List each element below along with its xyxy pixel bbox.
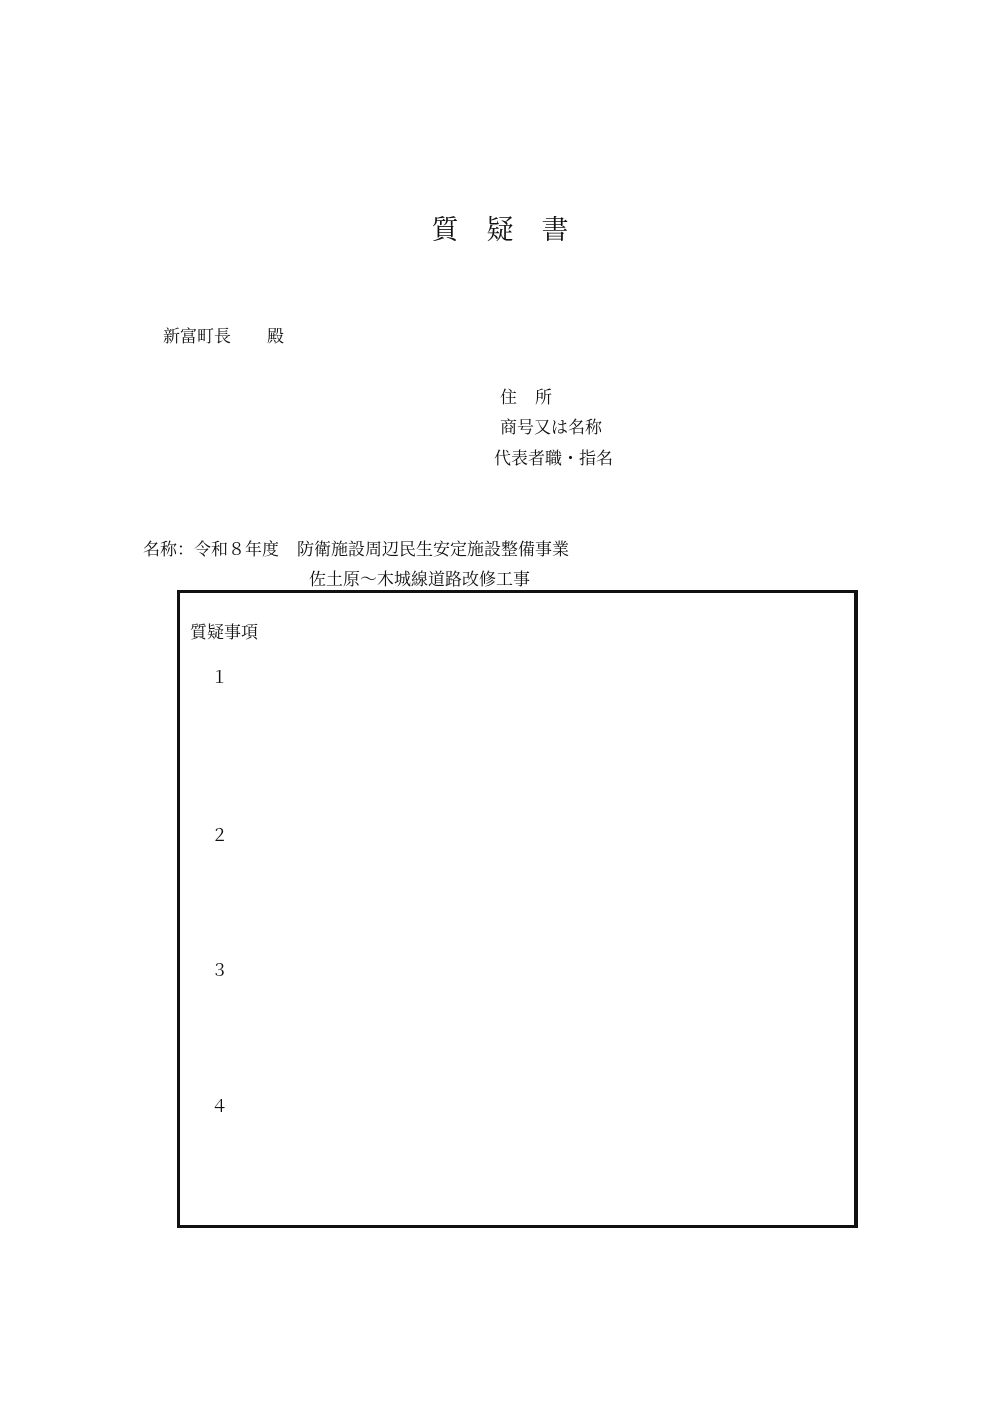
questions-box <box>177 590 858 1228</box>
sender-address-label <box>500 383 552 408</box>
title-char: 書 <box>541 215 569 246</box>
question-number: ４ <box>211 1097 228 1117</box>
sender-representative-label: 代表者職・指名 <box>494 449 613 469</box>
document-title <box>0 208 1000 247</box>
title-char: 疑 <box>486 215 514 246</box>
address-label-char: 所 <box>535 388 552 408</box>
project-label: 名称：令和８年度 <box>143 540 279 560</box>
project-name: 防衛施設周辺民生安定施設整備事業 <box>297 540 569 560</box>
questions-heading: 質疑事項 <box>190 623 258 643</box>
question-number: ２ <box>211 826 228 846</box>
question-number: １ <box>211 668 228 688</box>
title-char: 質 <box>431 215 459 246</box>
sender-company-label: 商号又は名称 <box>500 418 602 438</box>
project-name-line-2: 佐土原～木城線道路改修工事 <box>309 570 530 590</box>
address-label-char: 住 <box>500 388 517 408</box>
addressee-name: 新富町長 <box>163 327 231 347</box>
addressee-honorific: 殿 <box>267 327 284 347</box>
addressee <box>163 322 284 347</box>
project-name-line-1 <box>143 535 569 560</box>
question-number: ３ <box>211 961 228 981</box>
